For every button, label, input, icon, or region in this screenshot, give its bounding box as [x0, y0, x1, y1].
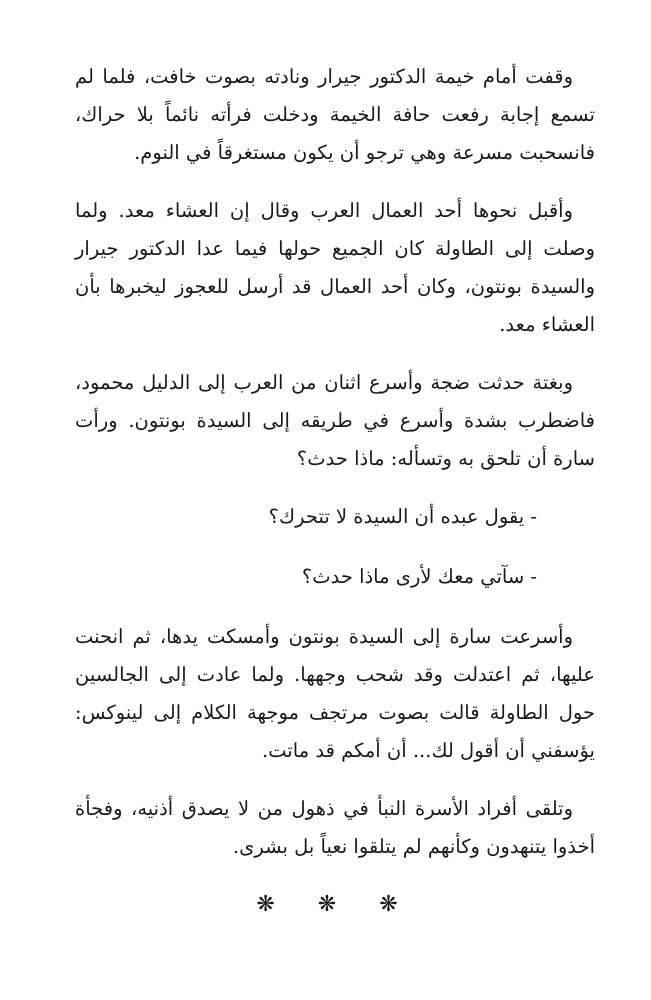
paragraph: وبغتة حدثت ضجة وأسرع اثنان من العرب إلى الدليل محمود، فاضطرب بشدة وأسرع في طريقه إلى السيدة بونتون. ورأت سارة أن تلحق به وتسأله: ماذا حدث؟ [75, 371, 595, 470]
dialogue-line: - يقول عبده أن السيدة لا تتحرك؟ [268, 505, 537, 528]
paragraph: وأسرعت سارة إلى السيدة بونتون وأمسكت يدها، ثم انحنت عليها، ثم اعتدلت وقد شحب وجهها. ولما عادت إلى الجالسين حول الطاولة قالت بصوت مرتجف موجهة الكلام إلى لينوكس: يؤسفني أن أقول لك... أن أمكم قد ماتت. [75, 625, 595, 762]
paragraph: وقفت أمام خيمة الدكتور جيرار ونادته بصوت خافت، فلما لم تسمع إجابة رفعت حافة الخيمة ودخلت فرأته نائماً بلا حراك، فانسحبت مسرعة وهي ترجو أن يكون مستغرقاً في النوم. [75, 65, 595, 164]
section-separator: ❋ ❋ ❋ [256, 892, 416, 917]
paragraph: وتلقى أفراد الأسرة النبأ في ذهول من لا يصدق أذنيه، وفجأة أخذوا يتنهدون وكأنهم لم يتلقوا نعياً بل بشرى. [75, 797, 595, 858]
book-page [75, 58, 595, 924]
paragraph: وأقبل نحوها أحد العمال العرب وقال إن العشاء معد. ولما وصلت إلى الطاولة كان الجميع حولها فيما عدا الدكتور جيرار والسيدة بونتون، وكان أحد العمال قد أرسل للعجوز ليخبرها بأن العشاء معد. [75, 199, 595, 336]
dialogue-line: - سآتي معك لأرى ماذا حدث؟ [301, 565, 537, 588]
